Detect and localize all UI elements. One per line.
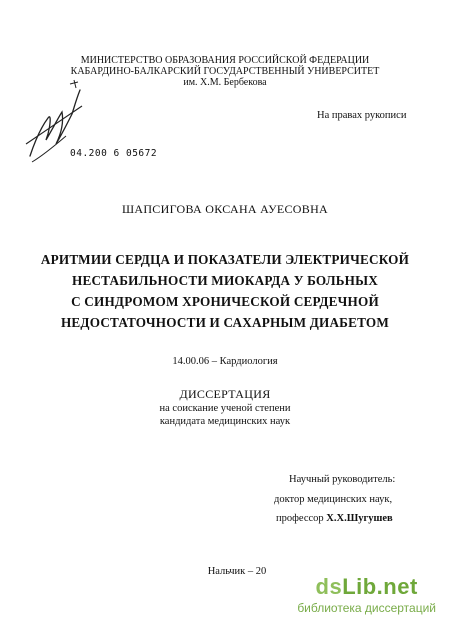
title-line-4: НЕДОСТАТОЧНОСТИ И САХАРНЫМ ДИАБЕТОМ — [60, 315, 390, 330]
archive-stamp-number: 04.200 6 05672 — [70, 148, 158, 159]
title-line-1: АРИТМИИ СЕРДЦА И ПОКАЗАТЕЛИ ЭЛЕКТРИЧЕСКОЙ — [40, 252, 410, 267]
degree-line-2: кандидата медицинских наук — [159, 416, 291, 427]
dslib-watermark — [297, 576, 436, 615]
supervisor-name-line — [276, 513, 393, 524]
manuscript-rights-note: На правах рукописи — [317, 110, 407, 121]
ministry-line-1: МИНИСТЕРСТВО ОБРАЗОВАНИЯ РОССИЙСКОЙ ФЕДЕРАЦИИ — [80, 55, 370, 66]
author-name: ШАПСИГОВА ОКСАНА АУЕСОВНА — [121, 202, 329, 216]
dslib-logo: dsLib.net — [315, 574, 418, 599]
dissertation-title — [0, 249, 450, 333]
supervisor-degree: доктор медицинских наук, — [274, 494, 393, 505]
university-line: КАБАРДИНО-БАЛКАРСКИЙ ГОСУДАРСТВЕННЫЙ УНИВЕРСИТЕТ — [70, 66, 380, 77]
specialty-code: 14.00.06 – Кардиология — [172, 356, 278, 367]
university-name-line: им. Х.М. Бербекова — [183, 77, 267, 88]
supervisor-title: профессор — [276, 513, 324, 524]
supervisor-label: Научный руководитель: — [289, 474, 396, 485]
dissertation-heading: ДИССЕРТАЦИЯ — [179, 387, 271, 401]
dissertation-block — [0, 387, 450, 428]
city-year: Нальчик – 20 — [207, 566, 267, 577]
supervisor-name: Х.Х.Шугушев — [326, 513, 393, 524]
degree-line-1: на соискание ученой степени — [159, 403, 291, 414]
title-line-2: НЕСТАБИЛЬНОСТИ МИОКАРДА У БОЛЬНЫХ — [72, 273, 378, 288]
title-line-3: С СИНДРОМОМ ХРОНИЧЕСКОЙ СЕРДЕЧНОЙ — [71, 294, 379, 309]
dslib-tagline: библиотека диссертаций — [297, 601, 436, 615]
